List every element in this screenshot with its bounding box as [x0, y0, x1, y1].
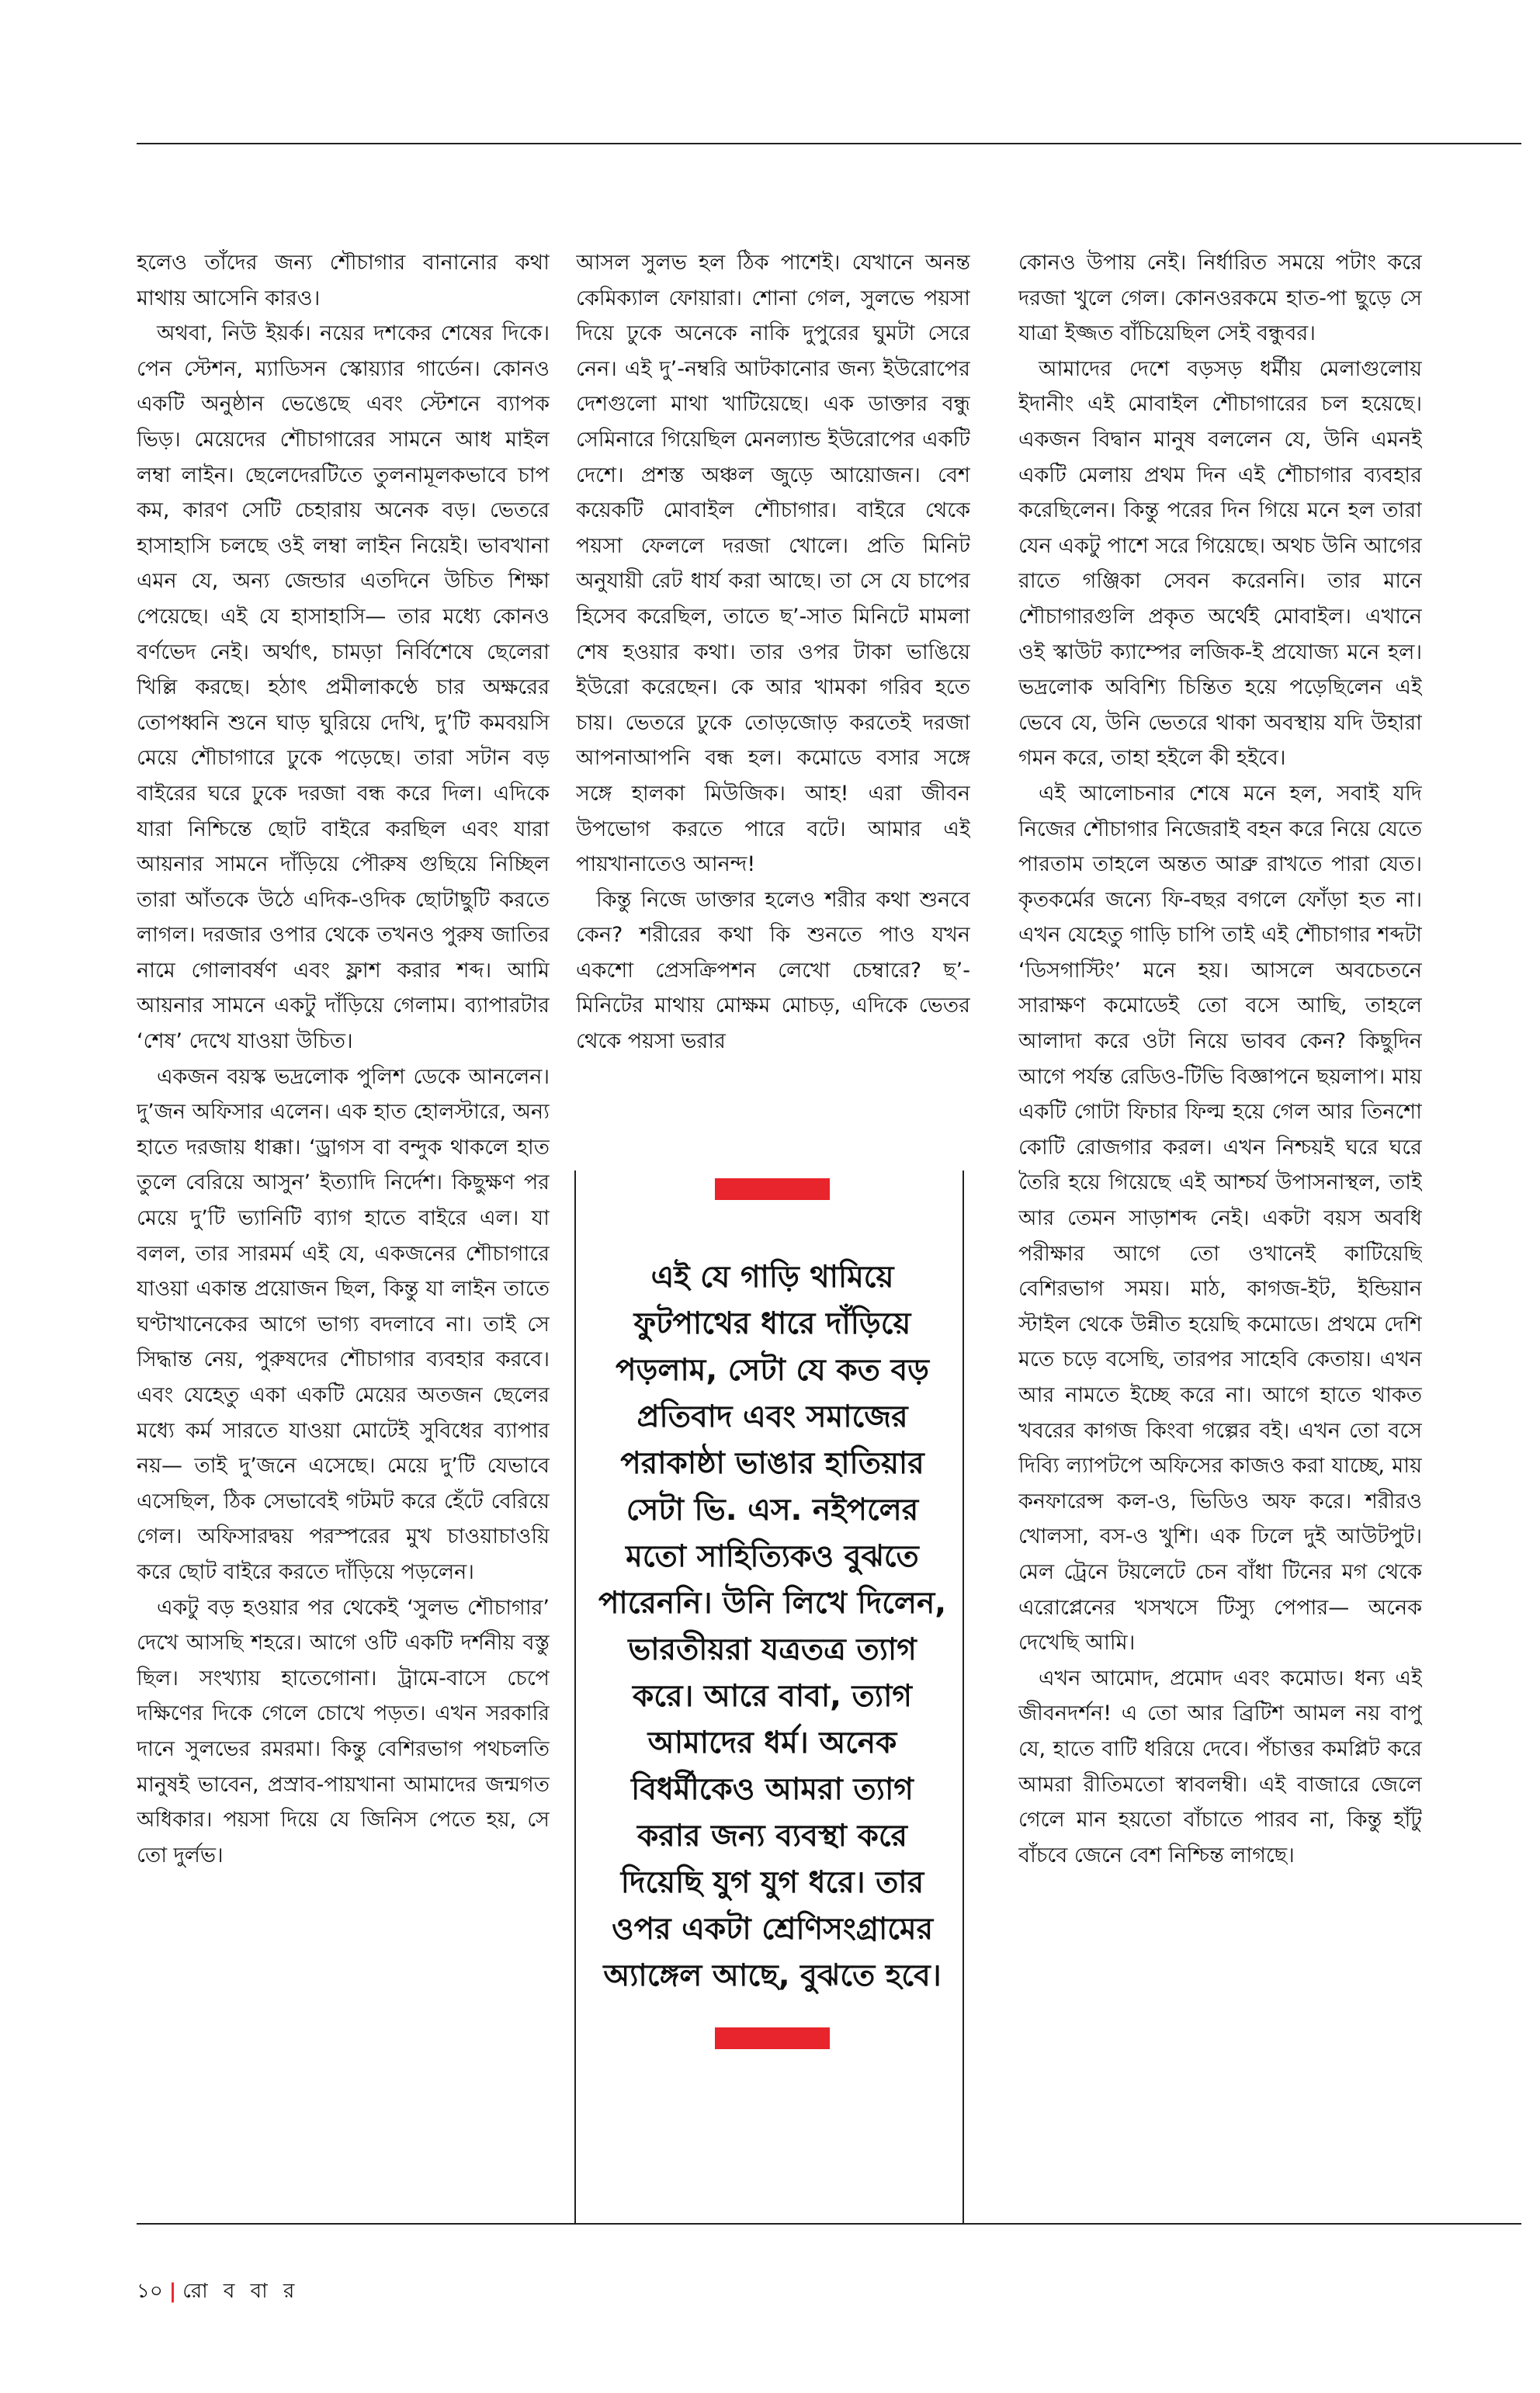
paragraph: একটু বড় হওয়ার পর থেকেই ‘সুলভ শৌচাগার’ দেখে আসছি শহরে। আগে ওটি একটি দর্শনীয় বস্তু ছিল। সংখ্যায় হাতেগোনা। ট্রামে-বাসে চেপে দক্ষিণের দিকে গেলে চোখে পড়ত। এখন সরকারি দানে সুলভের রমরমা। কিন্তু বেশিরভাগ পথচলতি মানুষই ভাবেন, প্রস্রাব-পায়খানা আমাদের জন্মগত অধিকার। পয়সা দিয়ে যে জিনিস পেতে হয়, সে তো দুর্লভ। — [137, 1595, 550, 1868]
top-rule — [137, 143, 1521, 144]
article-column-1 — [137, 245, 550, 2217]
paragraph: হলেও তাঁদের জন্য শৌচাগার বানানোর কথা মাথায় আসেনি কারও। — [137, 251, 550, 310]
pull-quote-bottom-bar — [715, 2027, 830, 2049]
paragraph: কোনও উপায় নেই। নির্ধারিত সময়ে পটাং করে দরজা খুলে গেল। কোনওরকমে হাত-পা ছুড়ে সে যাত্রা ইজ্জত বাঁচিয়েছিল সেই বন্ধুবর। — [1018, 251, 1422, 346]
article-column-3 — [1018, 245, 1422, 2217]
article-column-2 — [576, 245, 970, 1146]
pull-quote-right-rule — [962, 1170, 964, 2225]
paragraph: আমাদের দেশে বড়সড় ধর্মীয় মেলাগুলোয় ইদানীং এই মোবাইল শৌচাগারের চল হয়েছে। একজন বিদ্বান মানুষ বললেন যে, উনি এমনই একটি মেলায় প্রথম দিন এই শৌচাগার ব্যবহার করেছিলেন। কিন্তু পরের দিন গিয়ে মনে হল তারা যেন একটু পাশে সরে গিয়েছে। অথচ উনি আগের রাতে গঞ্জিকা সেবন করেননি। তার মানে শৌচাগারগুলি প্রকৃত অর্থেই মোবাইল। এখানে ওই স্কাউট ক্যাম্পের লজিক-ই প্রযোজ্য মনে হল। ভদ্রলোক অবিশ্যি চিন্তিত হয়ে পড়েছিলেন এই ভেবে যে, উনি ভেতরে থাকা অবস্থায় যদি উহারা গমন করে, তাহা হইলে কী হইবে। — [1018, 356, 1422, 771]
pull-quote-left-rule — [574, 1170, 576, 2225]
pull-quote-text: এই যে গাড়ি থামিয়ে ফুটপাথের ধারে দাঁড়িয়ে পড়লাম, সেটা যে কত বড় প্রতিবাদ এবং সমাজের পরাকাষ্ঠা ভাঙার হাতিয়ার সেটা ভি. এস. নইপলের মতো সাহিত্যিকও বুঝতে পারেননি। উনি লিখে দিলেন, ভারতীয়রা যত্রতত্র ত্যাগ করে। আরে বাবা, ত্যাগ আমাদের ধর্ম। অনেক বিধর্মীকেও আমরা ত্যাগ করার জন্য ব্যবস্থা করে দিয়েছি যুগ যুগ ধরে। তার ওপর একটা শ্রেণিসংগ্রামের অ্যাঙ্গেল আছে, বুঝতে হবে। — [598, 1260, 947, 1993]
paragraph: অথবা, নিউ ইয়র্ক। নয়ের দশকের শেষের দিকে। পেন স্টেশন, ম্যাডিসন স্কোয়্যার গার্ডেন। কোনও একটি অনুষ্ঠান ভেঙেছে এবং স্টেশনে ব্যাপক ভিড়। মেয়েদের শৌচাগারের সামনে আধ মাইল লম্বা লাইন। ছেলেদেরটিতে তুলনামূলকভাবে চাপ কম, কারণ সেটি চেহারায় অনেক বড়। ভেতরে হাসাহাসি চলছে ওই লম্বা লাইন নিয়েই। ভাবখানা এমন যে, অন্য জেন্ডার এতদিনে উচিত শিক্ষা পেয়েছে। এই যে হাসাহাসি— তার মধ্যে কোনও বর্ণভেদ নেই। অর্থাৎ, চামড়া নির্বিশেষে ছেলেরা খিল্লি করছে। হঠাৎ প্রমীলাকণ্ঠে চার অক্ষরের তোপধ্বনি শুনে ঘাড় ঘুরিয়ে দেখি, দু’টি কমবয়সি মেয়ে শৌচাগারে ঢুকে পড়েছে। তারা সটান বড় বাইরের ঘরে ঢুকে দরজা বন্ধ করে দিল। এদিকে যারা নিশ্চিন্তে ছোট বাইরে করছিল এবং যারা আয়নার সামনে দাঁড়িয়ে পৌরুষ গুছিয়ে নিচ্ছিল তারা আঁতকে উঠে এদিক-ওদিক ছোটাছুটি করতে লাগল। দরজার ওপার থেকে তখনও পুরুষ জাতির নামে গোলাবর্ষণ এবং ফ্লাশ করার শব্দ। আমি আয়নার সামনে একটু দাঁড়িয়ে গেলাম। ব্যাপারটার ‘শেষ’ দেখে যাওয়া উচিত। — [137, 321, 550, 1054]
footer-separator: | — [168, 2280, 177, 2303]
page-footer — [137, 2279, 299, 2304]
footer-rule — [137, 2223, 1521, 2225]
paragraph: আসল সুলভ হল ঠিক পাশেই। যেখানে অনন্ত কেমিক্যাল ফোয়ারা। শোনা গেল, সুলভে পয়সা দিয়ে ঢুকে অনেকে নাকি দুপুরের ঘুমটা সেরে নেন। এই দু’-নম্বরি আটকানোর জন্য ইউরোপের দেশগুলো মাথা খাটিয়েছে। এক ডাক্তার বন্ধু সেমিনারে গিয়েছিল মেনল্যান্ড ইউরোপের একটি দেশে। প্রশস্ত অঞ্চল জুড়ে আয়োজন। বেশ কয়েকটি মোবাইল শৌচাগার। বাইরে থেকে পয়সা ফেললে দরজা খোলে। প্রতি মিনিট অনুযায়ী রেট ধার্য করা আছে। তা সে যে চাপের হিসেব করেছিল, তাতে ছ’-সাত মিনিটে মামলা শেষ হওয়ার কথা। তার ওপর টাকা ভাঙিয়ে ইউরো করেছেন। কে আর খামকা গরিব হতে চায়। ভেতরে ঢুকে তোড়জোড় করতেই দরজা আপনাআপনি বন্ধ হল। কমোডে বসার সঙ্গে সঙ্গে হালকা মিউজিক। আহ! এরা জীবন উপভোগ করতে পারে বটে। আমার এই পায়খানাতেও আনন্দ! — [576, 251, 970, 877]
paragraph: একজন বয়স্ক ভদ্রলোক পুলিশ ডেকে আনলেন। দু’জন অফিসার এলেন। এক হাত হোলস্টারে, অন্য হাতে দরজায় ধাক্কা। ‘ড্রাগস বা বন্দুক থাকলে হাত তুলে বেরিয়ে আসুন’ ইত্যাদি নির্দেশ। কিছুক্ষণ পর মেয়ে দু’টি ভ্যানিটি ব্যাগ হাতে বাইরে এল। যা বলল, তার সারমর্ম এই যে, একজনের শৌচাগারে যাওয়া একান্ত প্রয়োজন ছিল, কিন্তু যা লাইন তাতে ঘণ্টাখানেকের আগে ভাগ্য বদলাবে না। তাই সে সিদ্ধান্ত নেয়, পুরুষদের শৌচাগার ব্যবহার করবে। এবং যেহেতু একা একটি মেয়ের অতজন ছেলের মধ্যে কর্ম সারতে যাওয়া মোটেই সুবিধের ব্যাপার নয়— তাই দু’জনে এসেছে। মেয়ে দু’টি যেভাবে এসেছিল, ঠিক সেভাবেই গটমট করে হেঁটে বেরিয়ে গেল। অফিসারদ্বয় পরস্পরের মুখ চাওয়াচাওয়ি করে ছোট বাইরে করতে দাঁড়িয়ে পড়লেন। — [137, 1064, 550, 1584]
page-number: ১০ — [137, 2280, 163, 2303]
paragraph: কিন্তু নিজে ডাক্তার হলেও শরীর কথা শুনবে কেন? শরীরের কথা কি শুনতে পাও যখন একশো প্রেসক্রিপশন লেখো চেম্বারে? ছ’-মিনিটের মাথায় মোক্ষম মোচড়, এদিকে ভেতর থেকে পয়সা ভরার — [576, 887, 970, 1054]
paragraph: এই আলোচনার শেষে মনে হল, সবাই যদি নিজের শৌচাগার নিজেরাই বহন করে নিয়ে যেতে পারতাম তাহলে অন্তত আব্রু রাখতে পারা যেত। কৃতকর্মের জন্যে ফি-বছর বগলে ফোঁড়া হত না। এখন যেহেতু গাড়ি চাপি তাই এই শৌচাগার শব্দটা ‘ডিসগাস্টিং’ মনে হয়। আসলে অবচেতনে সারাক্ষণ কমোডেই তো বসে আছি, তাহলে আলাদা করে ওটা নিয়ে ভাবব কেন? কিছুদিন আগে পর্যন্ত রেডিও-টিভি বিজ্ঞাপনে ছয়লাপ। মায় একটি গোটা ফিচার ফিল্ম হয়ে গেল আর তিনশো কোটি রোজগার করল। এখন নিশ্চয়ই ঘরে ঘরে তৈরি হয়ে গিয়েছে এই আশ্চর্য উপাসনাস্থল, তাই আর তেমন সাড়াশব্দ নেই। একটা বয়স অবধি পরীক্ষার আগে তো ওখানেই কাটিয়েছি বেশিরভাগ সময়। মাঠ, কাগজ-ইট, ইন্ডিয়ান স্টাইল থেকে উন্নীত হয়েছি কমোডে। প্রথমে দেশি মতে চড়ে বসেছি, তারপর সাহেবি কেতায়। এখন আর নামতে ইচ্ছে করে না। আগে হাতে থাকত খবরের কাগজ কিংবা গল্পের বই। এখন তো বসে দিব্যি ল্যাপটপে অফিসের কাজও করা যাচ্ছে, মায় কনফারেন্স কল-ও, ভিডিও অফ করে। শরীরও খোলসা, বস-ও খুশি। এক ঢিলে দুই আউটপুট। মেল ট্রেনে টয়লেটে চেন বাঁধা টিনের মগ থেকে এরোপ্লেনের খসখসে টিস্যু পেপার— অনেক দেখেছি আমি। — [1018, 781, 1422, 1656]
pull-quote-top-bar — [715, 1178, 830, 1200]
pull-quote — [598, 1172, 947, 2049]
paragraph: এখন আমোদ, প্রমোদ এবং কমোড। ধন্য এই জীবনদর্শন! এ তো আর ব্রিটিশ আমল নয় বাপু যে, হাতে বাটি ধরিয়ে দেবে। পঁচাত্তর কমপ্লিট করে আমরা রীতিমতো স্বাবলম্বী। এই বাজারে জেলে গেলে মান হয়তো বাঁচাতে পারব না, কিন্তু হাঁটু বাঁচবে জেনে বেশ নিশ্চিন্ত লাগছে। — [1018, 1666, 1422, 1868]
magazine-name: রো ব বা র — [182, 2280, 300, 2303]
